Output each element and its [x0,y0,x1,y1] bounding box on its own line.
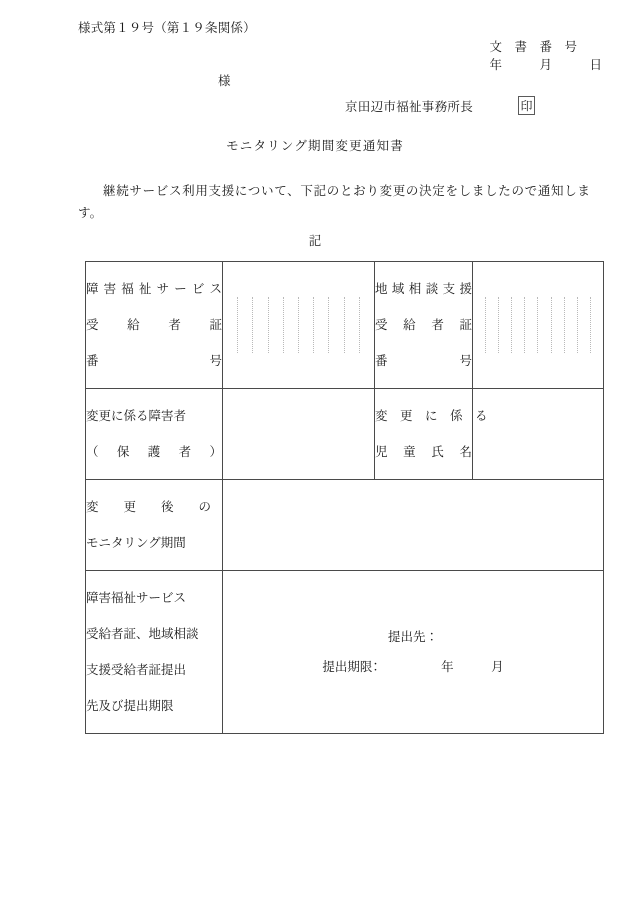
submit-deadline-label: 提出期限： 年 月 [322,660,504,674]
field-welfare-cert-number[interactable] [223,262,375,389]
digit-box[interactable] [591,297,603,353]
field-submission-info[interactable] [223,571,604,734]
digit-box[interactable] [269,297,284,353]
digit-box[interactable] [238,297,253,353]
header-line: 支援受給者証提出 [86,663,187,677]
digit-box[interactable] [314,297,329,353]
digit-box[interactable] [360,297,374,353]
header-line: 変 更 後 の [86,500,212,514]
table-row [86,389,604,480]
submit-to-label: 提出先： [387,630,438,644]
header-line: 地域相談支援 [375,282,472,296]
field-child-name[interactable] [473,389,604,480]
digit-box[interactable] [552,297,565,353]
issuer-name: 京田辺市福祉事務所長 [345,99,474,114]
header-line: 先及び提出期限 [86,699,174,713]
digit-box[interactable] [345,297,360,353]
digit-box[interactable] [486,297,499,353]
header-line: 受 給 者 証 [86,318,222,332]
header-line: 変更に係る障害者 [86,409,187,423]
cell-header-submission-info [86,571,223,734]
form-number: 様式第１９号（第１９条関係） [78,21,256,35]
digit-box[interactable] [473,297,486,353]
cell-header-welfare-cert-number [86,262,223,389]
digit-box[interactable] [253,297,268,353]
addressee-suffix: 様 [218,74,231,88]
header-line: 受 給 者 証 [375,318,472,332]
header-line: 番 号 [86,354,222,368]
document-title: モニタリング期間変更通知書 [226,139,404,153]
document-meta [489,38,602,74]
table-row [86,571,604,734]
digit-box[interactable] [284,297,299,353]
field-regional-consult-cert-number[interactable] [473,262,604,389]
digit-box[interactable] [565,297,578,353]
cell-header-regional-consult-cert-number [375,262,473,389]
body-paragraph: 継続サービス利用支援について、下記のとおり変更の決定をしましたので通知します。 [78,184,590,220]
digit-box[interactable] [512,297,525,353]
issuer-row [345,96,535,115]
cell-header-disabled-person-name [86,389,223,480]
document-number-label: 文 書 番 号 [489,40,577,54]
header-line: （ 保 護 者 ） [86,445,222,459]
header-line: 変 更 に 係 る [375,409,488,423]
header-line: モニタリング期間 [86,536,186,550]
digit-box[interactable] [223,297,238,353]
digit-box[interactable] [499,297,512,353]
digit-grid-regional [473,297,603,353]
table-row [86,480,604,571]
digit-box[interactable] [299,297,314,353]
ki-marker: 記 [308,234,322,248]
header-line: 障害福祉サービス [86,282,222,296]
document-date-label: 年 月 日 [489,58,602,72]
header-line: 障害福祉サービス [86,591,187,605]
header-line: 児 童 氏 名 [375,445,472,459]
cell-header-child-name [375,389,488,480]
digit-grid-welfare [223,297,374,353]
field-disabled-person-name[interactable] [223,389,375,480]
digit-box[interactable] [329,297,344,353]
digit-box[interactable] [525,297,538,353]
table-row [86,262,604,389]
digit-box[interactable] [578,297,591,353]
digit-box[interactable] [538,297,551,353]
cell-header-monitoring-period [86,480,223,571]
notification-form-table [85,261,604,734]
header-line: 番 号 [375,354,472,368]
header-line: 受給者証、地域相談 [86,627,199,641]
field-monitoring-period[interactable] [223,480,604,571]
seal-stamp-box: 印 [518,96,535,115]
